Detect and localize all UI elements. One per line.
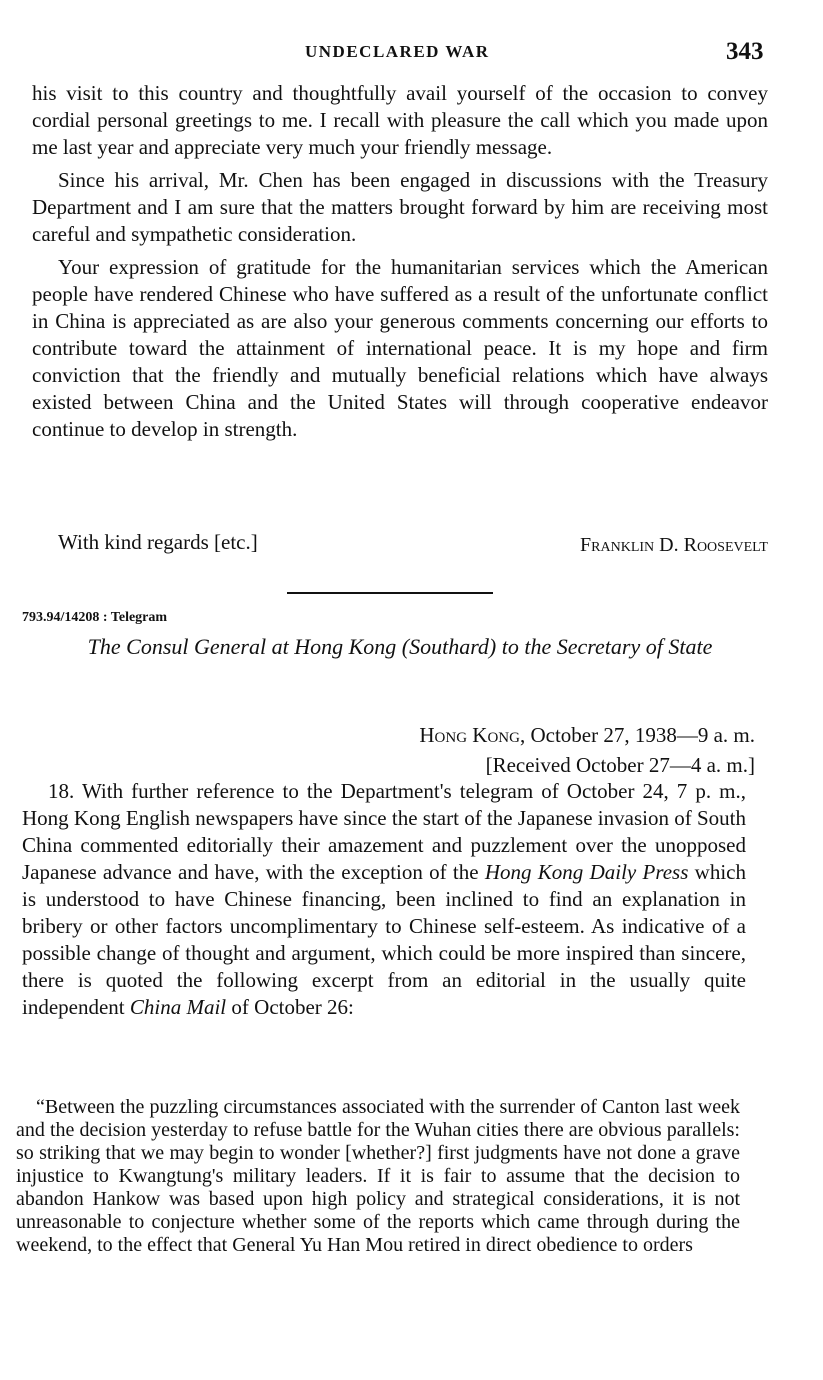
letter-paragraph-1: his visit to this country and thoughtfully avail yourself of the occasion to convey cordial personal greetings to me. I recall with pleasure the call which you made upon me last year and appreciate very much your friendly message. [32, 81, 768, 159]
dateline-received: [Received October 27—4 a. m.] [485, 753, 755, 777]
dateline-date: , October 27, 1938—9 a. m. [519, 723, 755, 747]
editorial-quote [16, 1096, 740, 1257]
letter-closing [32, 530, 768, 560]
newspaper-title-1: Hong Kong Daily Press [484, 860, 689, 884]
dateline-sent [419, 720, 755, 750]
newspaper-title-2: China Mail [129, 995, 227, 1019]
telegram-paragraph [22, 778, 746, 1021]
running-title: UNDECLARED WAR [305, 42, 490, 61]
closing-regards: With kind regards [etc.] [58, 530, 258, 554]
telegram-text-2: which is understood to have Chinese financing, been inclined to find an explanation in bribery or other factors uncomplimentary to Chinese self-esteem. As indicative of a possible change of thought and argument, which could be more inspired than sincere, there is quoted the following excerpt from an editorial in the usually quite independent [22, 860, 746, 1019]
letter-paragraph-2: Since his arrival, Mr. Chen has been engaged in discussions with the Treasury Department and I am sure that the matters brought forward by him are receiving most careful and sympathetic consideration. [32, 168, 768, 246]
page-number: 343 [726, 38, 764, 65]
file-number: 793.94/14208 : Telegram [22, 610, 168, 625]
telegram-text-3: of October 26: [226, 995, 354, 1019]
telegram-heading: The Consul General at Hong Kong (Southard) to the Secretary of State [87, 634, 713, 659]
letter-body [32, 80, 768, 449]
paragraph-number: 18. [48, 779, 75, 803]
running-head [0, 38, 823, 78]
dateline [419, 720, 755, 780]
quote-text: “Between the puzzling circumstances associated with the surrender of Canton last week and the decision yesterday to refuse battle for the Wuhan cities there are obvious parallels: so striking that we may begin to wonder [whether?] first judgments have not done a grave injustice to Kwangtung's military leaders. If it is fair to assume that the decision to abandon Hankow was based upon high policy and strategical considerations, it is not unreasonable to conjecture whether some of the reports which came through during the weekend, to the effect that General Yu Han Mou retired in direct obedience to orders [16, 1096, 740, 1256]
signature: Franklin D. Roosevelt [580, 534, 768, 556]
telegram-body [22, 778, 746, 1027]
letter-paragraph-3: Your expression of gratitude for the humanitarian services which the American people have rendered Chinese who have suffered as a result of the unfortunate conflict in China is appreciated as are also your generous comments concerning our efforts to contribute toward the attainment of international peace. It is my hope and firm conviction that the friendly and mutually beneficial relations which have always existed between China and the United States will through cooperative endeavor continue to develop in strength. [32, 255, 768, 441]
telegram-text-1: With further reference to the Department's telegram of October 24, 7 p. m., Hong Kong English newspapers have since the start of the Japanese invasion of South China commented editorially their amazement and puzzlement over the unopposed Japanese advance and have, with the exception of the [22, 779, 747, 884]
section-divider [287, 592, 493, 594]
dateline-place: Hong Kong [419, 723, 520, 747]
